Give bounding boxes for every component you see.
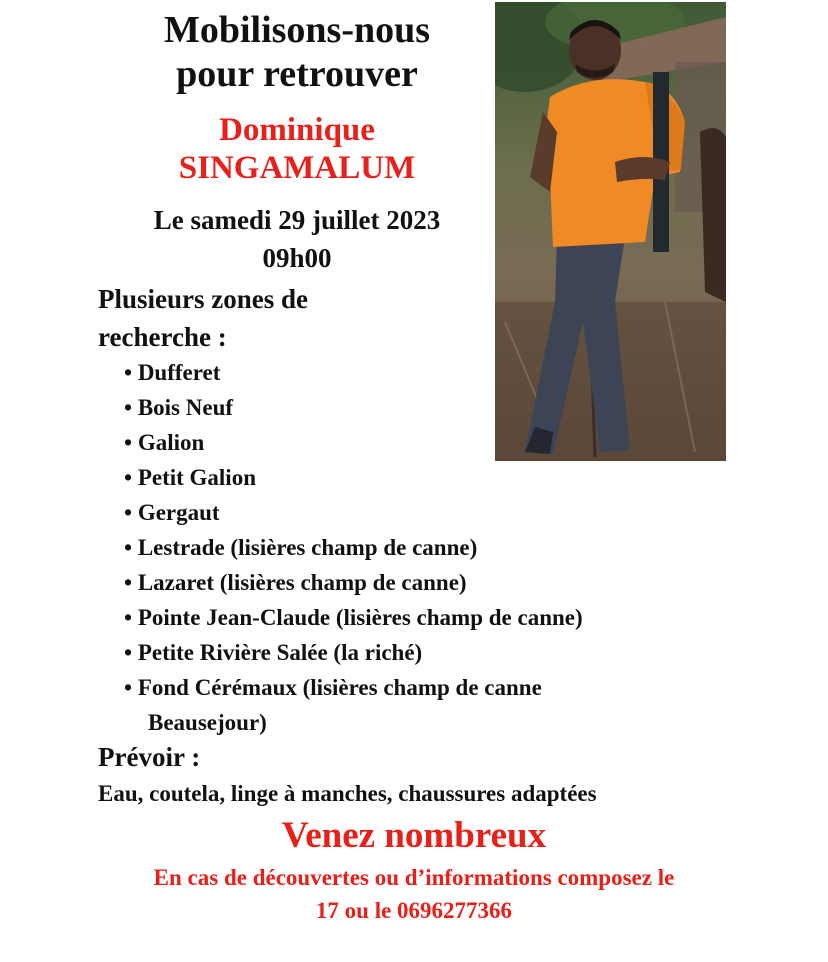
zone-item: • Dufferet — [124, 355, 764, 390]
zone-item: • Petite Rivière Salée (la riché) — [124, 635, 764, 670]
zone-item: • Lestrade (lisières champ de canne) — [124, 530, 764, 565]
title-line-1: Mobilisons-nous — [163, 9, 431, 51]
prepare-heading: Prévoir : — [98, 742, 201, 772]
zones-heading-line-1: Plusieurs zones de — [98, 284, 309, 314]
event-datetime — [97, 204, 497, 274]
prepare-items: Eau, coutela, linge à manches, chaussures adaptées — [98, 781, 597, 806]
missing-person-name — [97, 111, 497, 187]
contact-line-1: En cas de découvertes ou d’informations composez le — [153, 865, 675, 890]
zone-item-last-line-2: Beausejour) — [148, 710, 267, 735]
first-name: Dominique — [219, 112, 375, 148]
zone-item: • Galion — [124, 425, 764, 460]
call-to-action: Venez nombreux — [281, 815, 547, 856]
event-time: 09h00 — [262, 243, 332, 273]
contact-line-2: 17 ou le 0696277366 — [315, 898, 513, 923]
poster-title — [97, 8, 497, 96]
zone-item: • Petit Galion — [124, 460, 764, 495]
zone-item: • Gergaut — [124, 495, 764, 530]
zone-item: • Pointe Jean-Claude (lisières champ de canne) — [124, 600, 764, 635]
missing-person-photo — [495, 2, 726, 461]
zones-heading — [98, 280, 488, 356]
event-date: Le samedi 29 juillet 2023 — [153, 205, 441, 235]
contact-info — [60, 861, 768, 927]
last-name: SINGAMALUM — [178, 150, 416, 186]
zone-item-last-line-1: Fond Cérémaux (lisières champ de canne — [137, 675, 542, 700]
zone-item: • Lazaret (lisières champ de canne) — [124, 565, 764, 600]
zone-item: • Bois Neuf — [124, 390, 764, 425]
zone-item-last — [124, 670, 764, 740]
title-line-2: pour retrouver — [176, 53, 418, 95]
zones-heading-line-2: recherche : — [98, 322, 227, 352]
